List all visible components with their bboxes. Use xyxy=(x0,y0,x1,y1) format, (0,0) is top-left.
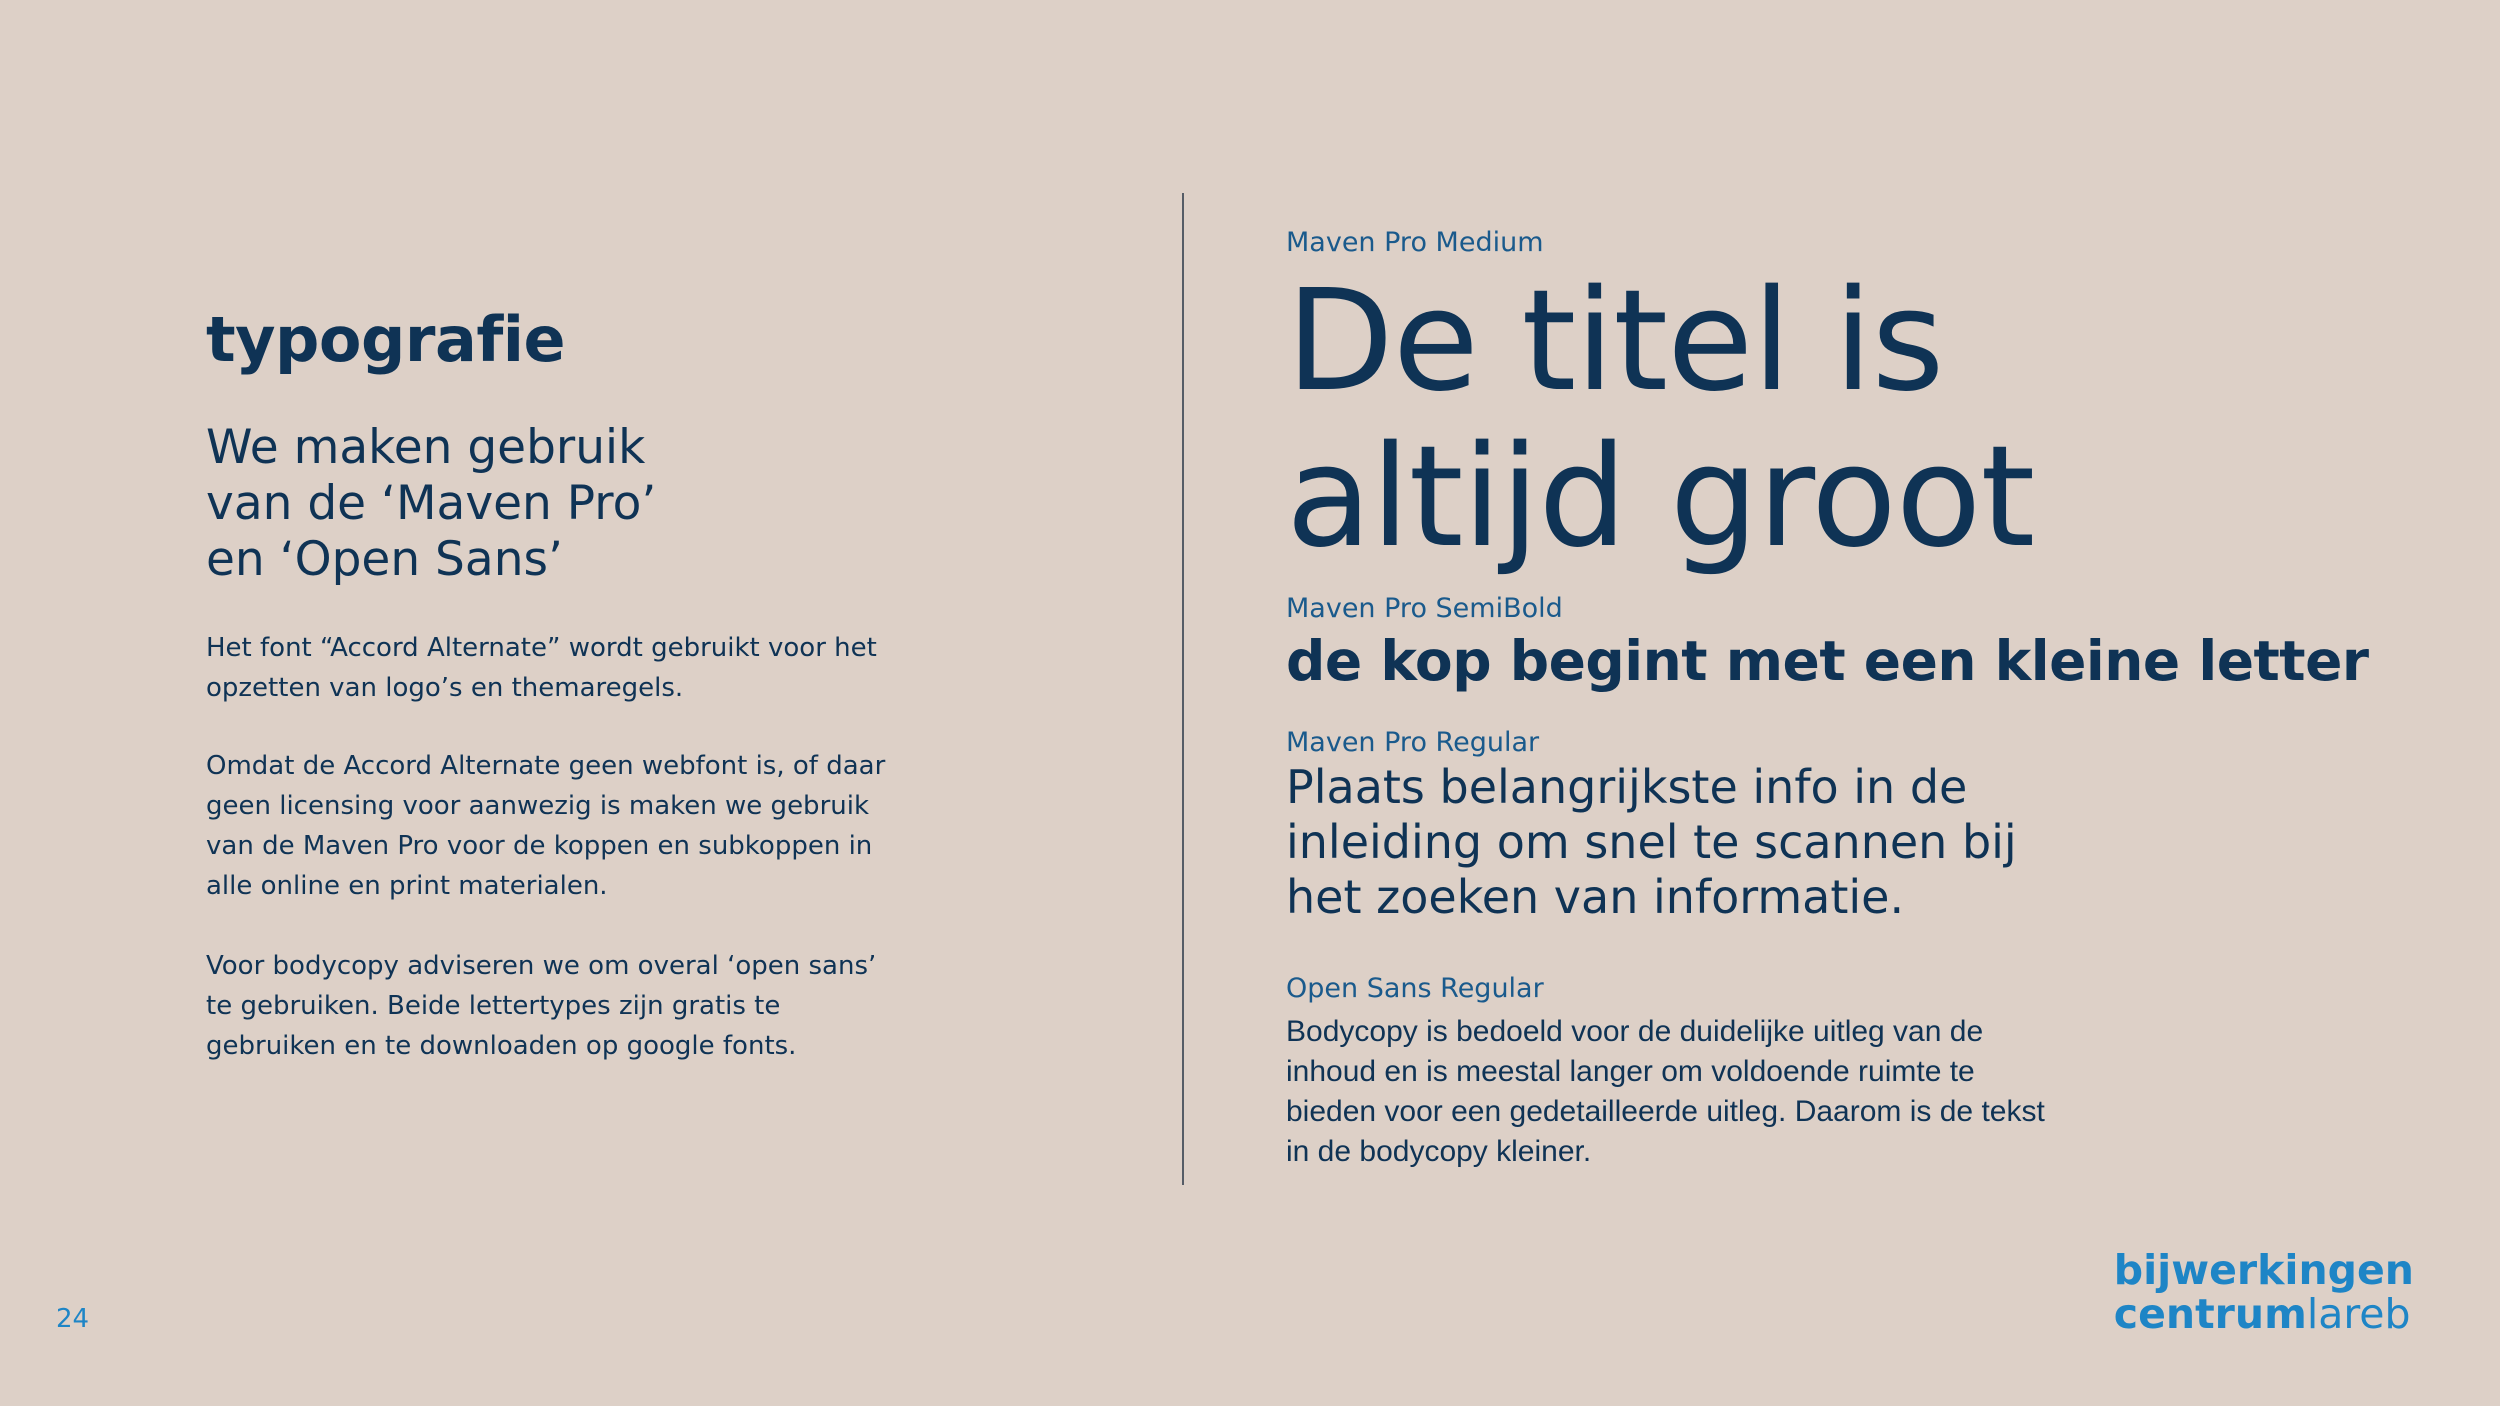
logo-line2 xyxy=(2114,1292,2414,1336)
sample-intro-line: inleiding om snel te scannen bij xyxy=(1286,815,2017,869)
sample-body-line: inhoud en is meestal langer om voldoende ruimte te xyxy=(1286,1055,1975,1088)
sample-body-line: in de bodycopy kleiner. xyxy=(1286,1135,1592,1168)
font-label-semibold: Maven Pro SemiBold xyxy=(1286,593,1563,624)
page-title: typografie xyxy=(206,303,566,376)
paragraph-line: gebruiken en te downloaden op google fonts. xyxy=(206,1031,797,1061)
sample-heading: de kop begint met een kleine letter xyxy=(1286,629,2369,693)
sample-title-line: De titel is xyxy=(1286,260,1944,423)
paragraph-line: opzetten van logo’s en themaregels. xyxy=(206,673,684,703)
brand-logo xyxy=(2114,1248,2414,1336)
paragraph-line: Voor bodycopy adviseren we om overal ‘open sans’ xyxy=(206,951,877,981)
sample-intro-line: het zoeken van informatie. xyxy=(1286,870,1905,924)
paragraph-line: alle online en print materialen. xyxy=(206,871,608,901)
left-intro xyxy=(206,420,656,588)
sample-intro xyxy=(1286,760,2017,925)
font-label-regular: Maven Pro Regular xyxy=(1286,727,1540,758)
paragraph-bodycopy xyxy=(206,946,926,1066)
sample-title-line: altijd groot xyxy=(1286,416,2035,579)
logo-line2-bold: centrum xyxy=(2113,1290,2307,1338)
paragraph-accord-alternate xyxy=(206,628,926,708)
paragraph-line: geen licensing voor aanwezig is maken we gebruik xyxy=(206,791,870,821)
logo-line2-light: lareb xyxy=(2306,1290,2411,1338)
page-number: 24 xyxy=(56,1304,90,1334)
vertical-divider xyxy=(1182,193,1184,1185)
logo-line1: bijwerkingen xyxy=(2113,1246,2414,1294)
left-intro-line: en ‘Open Sans’ xyxy=(206,532,563,587)
sample-bodycopy xyxy=(1286,1012,2045,1172)
sample-intro-line: Plaats belangrijkste info in de xyxy=(1286,760,1968,814)
paragraph-line: van de Maven Pro voor de koppen en subkoppen in xyxy=(206,831,873,861)
sample-body-line: bieden voor een gedetailleerde uitleg. Daarom is de tekst xyxy=(1286,1095,2045,1128)
paragraph-line: Omdat de Accord Alternate geen webfont is, of daar xyxy=(206,751,886,781)
left-intro-line: van de ‘Maven Pro’ xyxy=(206,476,657,531)
font-label-open-sans: Open Sans Regular xyxy=(1286,973,1544,1004)
sample-title xyxy=(1286,260,2035,579)
paragraph-line: te gebruiken. Beide lettertypes zijn gratis te xyxy=(206,991,781,1021)
paragraph-line: Het font “Accord Alternate” wordt gebruikt voor het xyxy=(206,633,877,663)
font-label-medium: Maven Pro Medium xyxy=(1286,227,1544,258)
left-intro-line: We maken gebruik xyxy=(206,420,646,475)
sample-body-line: Bodycopy is bedoeld voor de duidelijke uitleg van de xyxy=(1286,1015,1984,1048)
paragraph-maven-pro xyxy=(206,746,926,906)
